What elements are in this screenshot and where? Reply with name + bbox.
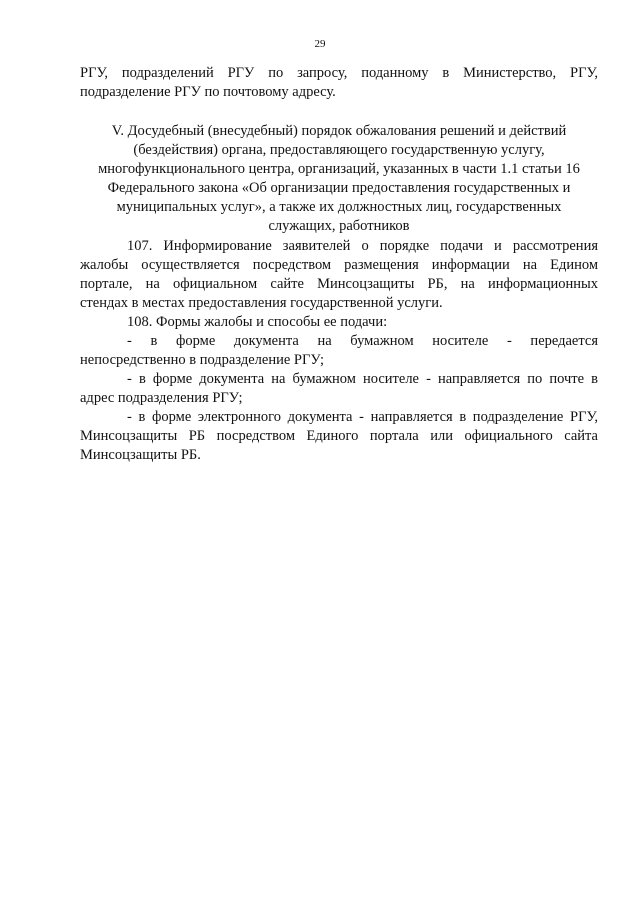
paragraph-108-heading: 108. Формы жалобы и способы ее подачи: (127, 314, 388, 330)
list-item-1-line-1: - в форме документа на бумажном носителе - передается (127, 333, 598, 349)
paragraph-107 (80, 237, 598, 313)
paragraph-108 (80, 313, 598, 465)
section-heading-line-3: многофункционального центра, организаций, указанных в части 1.1 статьи 16 (98, 161, 580, 177)
section-heading-line-4: Федерального закона «Об организации предоставления государственных и (107, 180, 571, 196)
page-number: 29 (314, 38, 326, 50)
paragraph-107-line-3: портале, на официальном сайте Минсоцзащиты РБ, на информационных (80, 276, 598, 292)
section-heading-line-5: муниципальных услуг», а также их должностных лиц, государственных (116, 199, 562, 215)
list-item-2-line-1: - в форме документа на бумажном носителе - направляется по почте в (127, 371, 598, 387)
intro-line-1: РГУ, подразделений РГУ по запросу, поданному в Министерство, РГУ, (80, 65, 598, 81)
list-item-1-line-2: непосредственно в подразделение РГУ; (80, 352, 325, 368)
section-heading (80, 122, 598, 236)
paragraph-107-line-2: жалобы осуществляется посредством размещения информации на Едином (80, 257, 598, 273)
list-item-3-line-3: Минсоцзащиты РБ. (80, 447, 201, 463)
section-heading-line-2: (бездействия) органа, предоставляющего государственную услугу, (133, 142, 545, 158)
section-heading-line-6: служащих, работников (268, 218, 410, 234)
section-heading-line-1: V. Досудебный (внесудебный) порядок обжалования решений и действий (111, 123, 567, 139)
list-item-3-line-1: - в форме электронного документа - направляется в подразделение РГУ, (127, 409, 598, 425)
list-item-2-line-2: адрес подразделения РГУ; (80, 390, 243, 406)
intro-line-2: подразделение РГУ по почтовому адресу. (80, 84, 336, 100)
paragraph-107-line-1: 107. Информирование заявителей о порядке подачи и рассмотрения (127, 238, 598, 254)
paragraph-107-line-4: стендах в местах предоставления государственной услуги. (80, 295, 443, 311)
list-item-3-line-2: Минсоцзащиты РБ посредством Единого портала или официального сайта (80, 428, 598, 444)
intro-paragraph (80, 64, 598, 102)
